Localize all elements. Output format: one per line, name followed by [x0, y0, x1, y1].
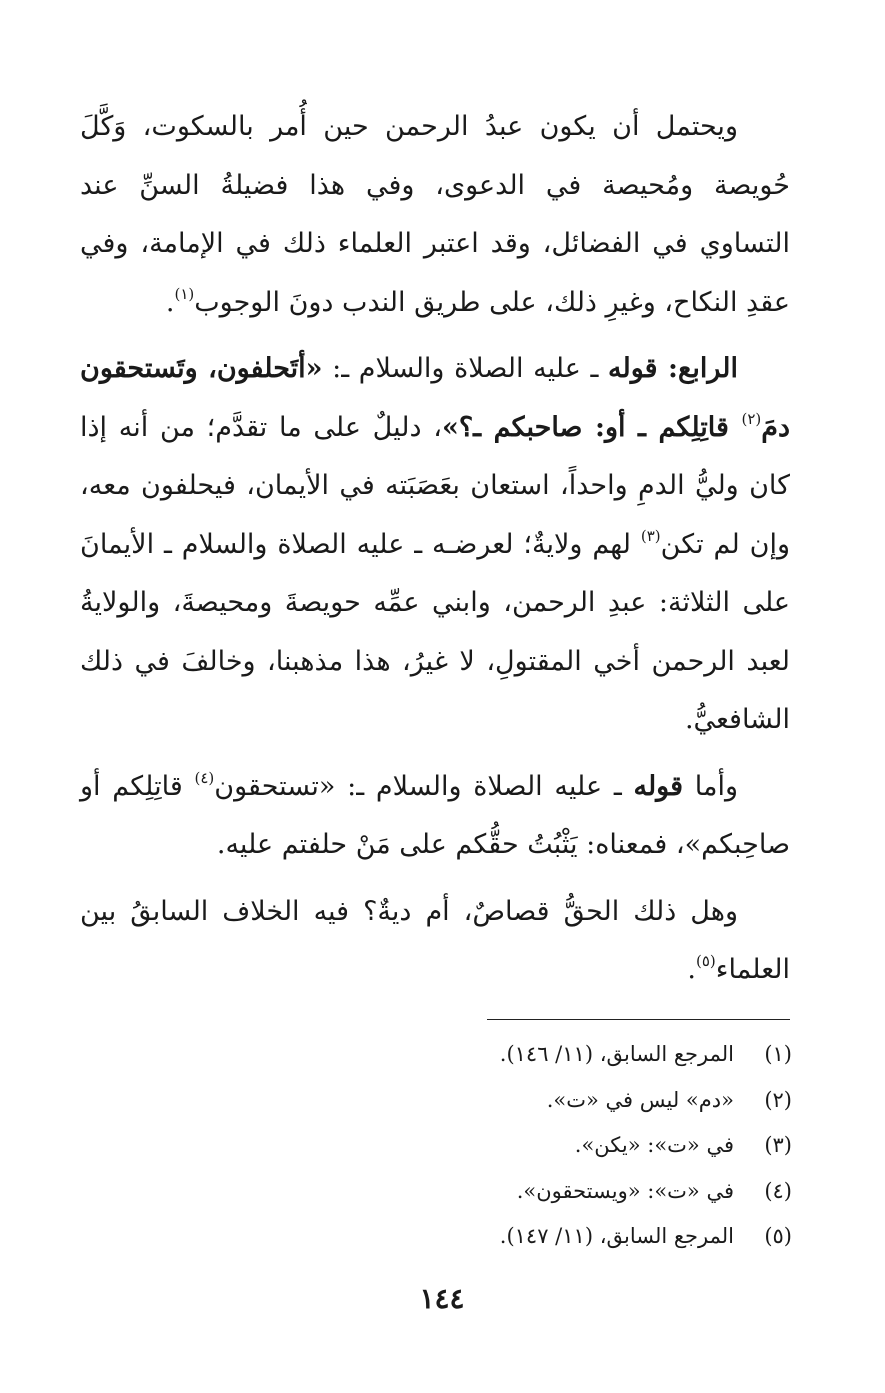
footnote-marker: (٣): [640, 526, 661, 545]
paragraph: [80, 883, 790, 1000]
paragraph: [80, 98, 790, 332]
text-segment: قاتِلِكم أو صاحِبكم»، فمعناه: يَثْبُتُ حقُّكم على مَنْ حلفتم عليه.: [80, 770, 790, 860]
text-segment: .: [687, 954, 696, 985]
text-segment: وأما: [683, 770, 739, 802]
footnote-marker: (١): [174, 284, 195, 303]
footnote-text: في «ت»: «يكن».: [574, 1133, 734, 1157]
bold-text-segment: الرابع: قوله: [608, 353, 738, 384]
text-segment: ـ عليه الصلاة والسلام ـ:: [322, 353, 608, 384]
bold-text-segment: قوله: [633, 770, 684, 802]
footnote-item: [300, 1078, 792, 1124]
footnote-number: (٤): [764, 1178, 792, 1203]
page-number: ١٤٤: [419, 1282, 465, 1315]
footnote-text: المرجع السابق، (١١/ ١٤٧).: [499, 1224, 734, 1248]
bold-text-segment: قاتِلِكم ـ أو: صاحبكم ـ؟»: [441, 411, 742, 443]
footnotes-section: [300, 1032, 792, 1260]
footnote-text: المرجع السابق، (١١/ ١٤٦).: [499, 1042, 734, 1066]
footnote-item: [300, 1169, 792, 1215]
footnote-number: (٢): [764, 1087, 792, 1112]
main-text-body: [80, 98, 790, 1008]
footnote-marker: (٤): [194, 768, 215, 787]
text-segment: وهل ذلك الحقُّ قصاصٌ، أم ديةٌ؟ فيه الخلاف السابقُ بين العلماء: [80, 895, 790, 985]
text-segment: لهم ولايةٌ؛ لعرضـه ـ عليه الصلاة والسلام ـ الأيمانَ على الثلاثة: عبدِ الرحمن، وابني عمِّه حويصةَ ومحيصةَ، والولايةُ لعبد الرحمن أخي المقتولِ، لا غيرُ، هذا مذهبنا، وخالفَ في ذلك الشافعيُّ.: [80, 528, 790, 735]
footnote-number: (٥): [764, 1224, 792, 1248]
footnote-number: (٣): [764, 1133, 792, 1157]
footnote-separator: [487, 1019, 790, 1020]
text-segment: ـ عليه الصلاة والسلام ـ: «تستحقون: [214, 770, 634, 802]
footnote-marker: (٢): [741, 409, 762, 428]
text-segment: ، دليلٌ على ما تقدَّم؛ من أنه إذا كان وليُّ الدمِ واحداً، استعان بعَصَبَته في الأيمان، فيحلفون معه، وإن لم تكن: [80, 411, 790, 560]
text-segment: .: [165, 286, 175, 318]
footnote-text: «دم» ليس في «ت».: [546, 1087, 734, 1112]
paragraph: [80, 758, 790, 875]
footnote-item: [300, 1032, 792, 1078]
footnote-marker: (٥): [695, 952, 716, 970]
footnote-number: (١): [764, 1042, 792, 1066]
bold-text-segment: «أتَحلفون، وتَستحقون دمَ: [80, 353, 790, 443]
footnote-item: [300, 1123, 792, 1169]
footnote-text: في «ت»: «ويستحقون».: [516, 1178, 734, 1203]
paragraph: [80, 340, 790, 750]
footnote-item: [300, 1214, 792, 1260]
text-segment: ويحتمل أن يكون عبدُ الرحمن حين أُمر بالسكوت، وَكَّلَ حُويصة ومُحيصة في الدعوى، وفي هذا فضيلةُ السنِّ عند التساوي في الفضائل، وقد اعتبر العلماء ذلك في الإمامة، وفي عقدِ النكاح، وغيرِ ذلك، على طريق الندب دونَ الوجوب: [80, 111, 790, 318]
